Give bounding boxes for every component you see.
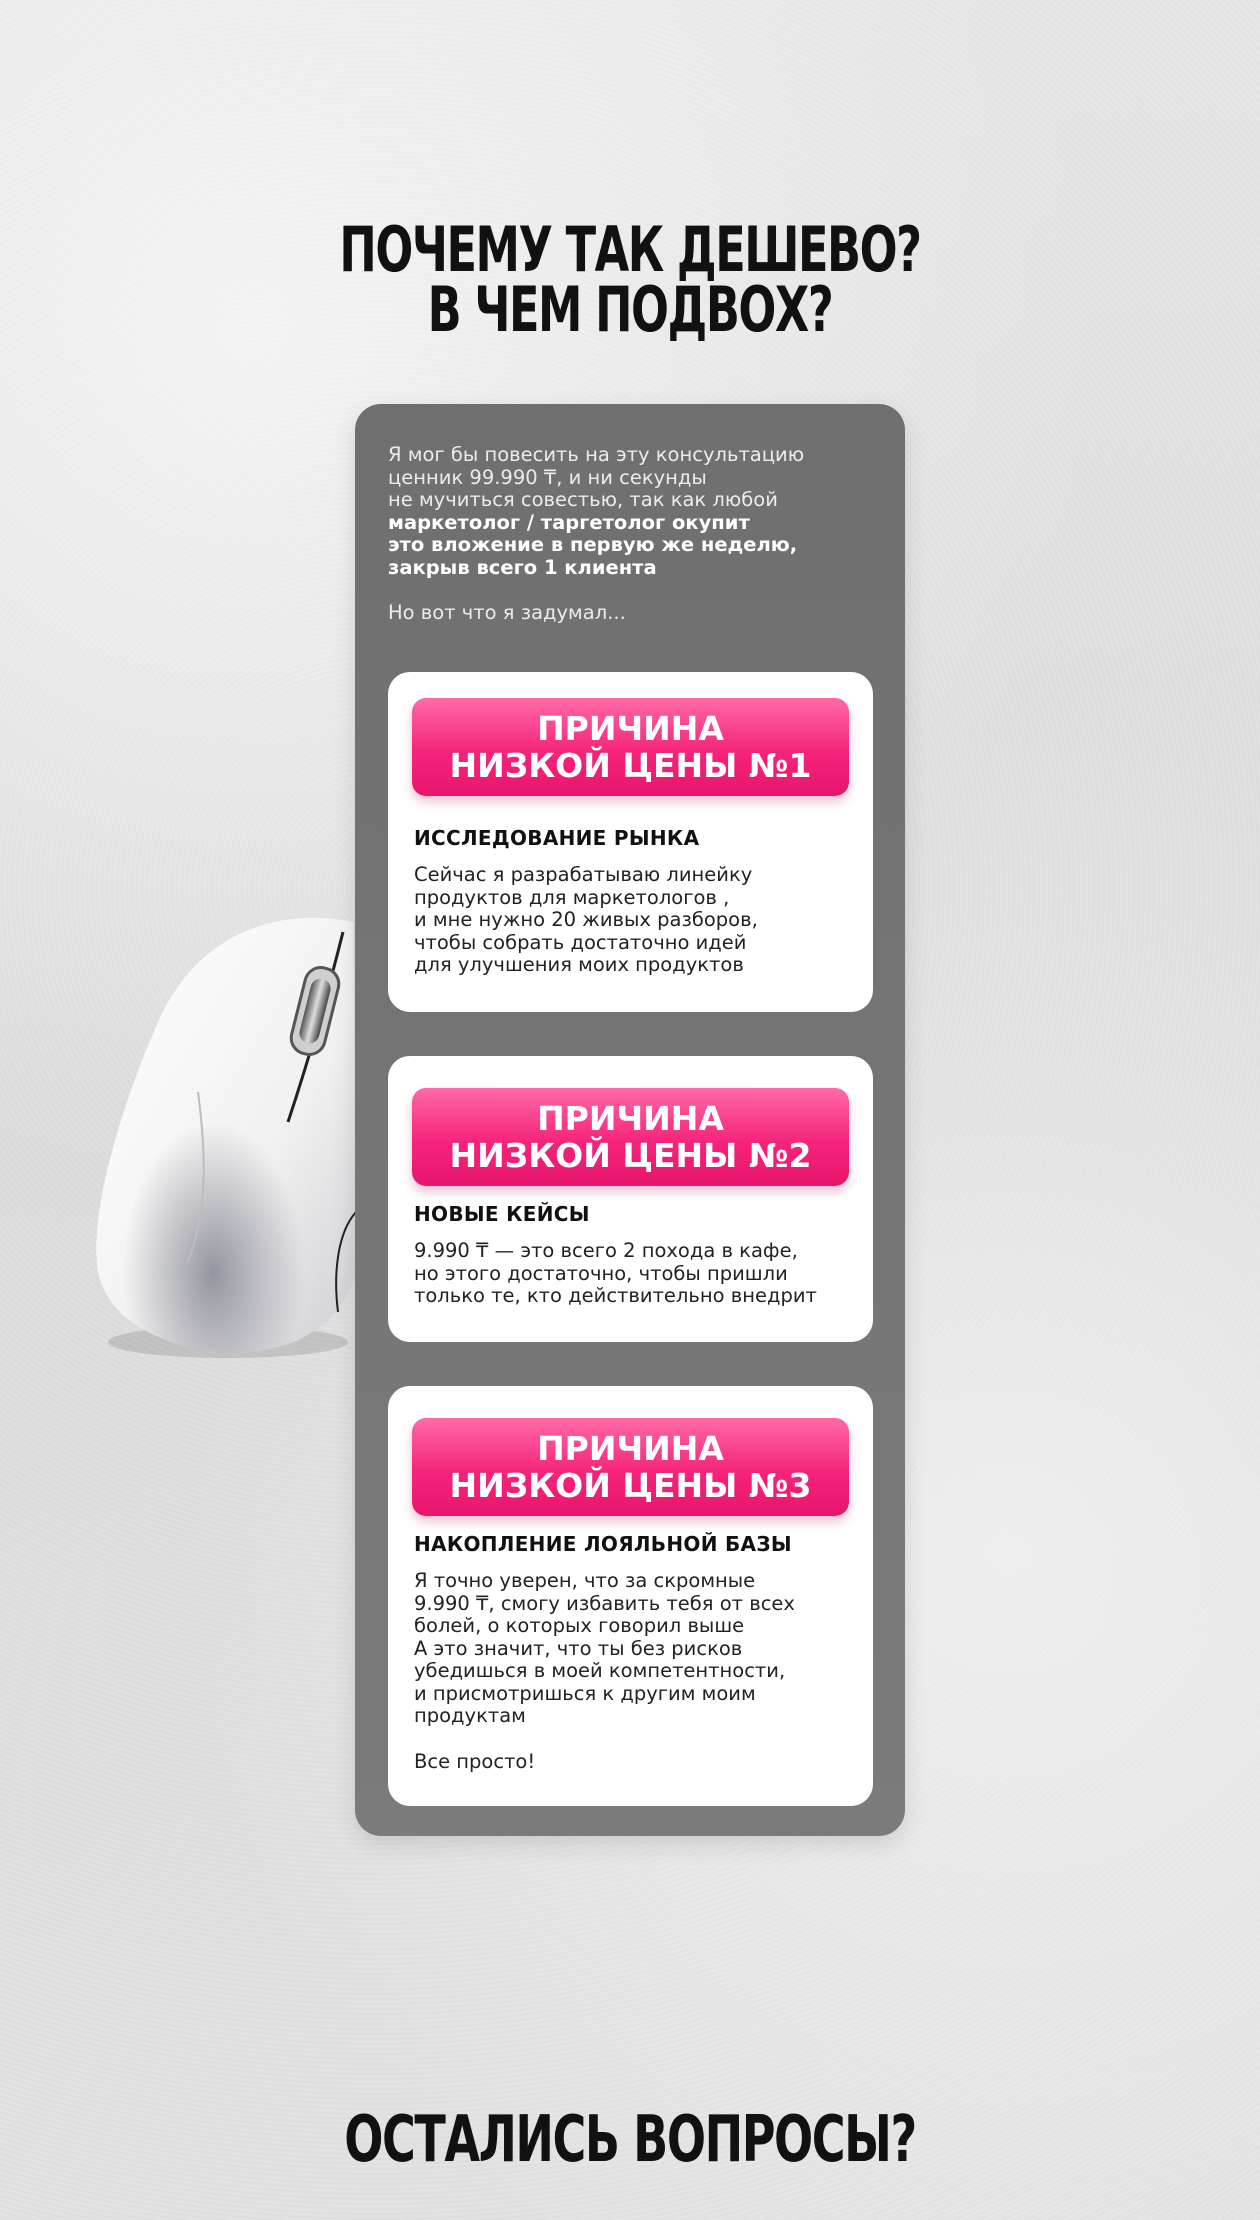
reason-card-3 [388, 1386, 873, 1806]
title-line-2: В ЧЕМ ПОДВОХ? [427, 273, 833, 346]
intro-text [388, 444, 878, 625]
title-line-1: ПОЧЕМУ ТАК ДЕШЕВО? [339, 213, 921, 286]
body-line: только те, кто действительно внедрит [414, 1284, 817, 1307]
reason-title: НОВЫЕ КЕЙСЫ [414, 1202, 590, 1226]
body-line: но этого достаточно, чтобы пришли [414, 1261, 788, 1285]
badge-line: НИЗКОЙ ЦЕНЫ №2 [449, 1136, 812, 1175]
reason-badge-3 [412, 1418, 849, 1516]
reason-card-2 [388, 1056, 873, 1342]
intro-bold-line: закрыв всего 1 клиента [388, 555, 657, 579]
reason-body [414, 1570, 847, 1773]
body-line: убедишься в моей компетентности, [414, 1659, 786, 1682]
reason-card-1 [388, 672, 873, 1012]
intro-bold-line: маркетолог / таргетолог окупит [388, 510, 750, 534]
body-line: болей, о которых говорил выше [414, 1614, 745, 1637]
intro-line: Я мог бы повесить на эту консультацию [388, 443, 805, 466]
badge-line: НИЗКОЙ ЦЕНЫ №3 [449, 1466, 812, 1505]
reason-badge-2 [412, 1088, 849, 1186]
body-line: продуктам [414, 1704, 526, 1727]
intro-after: Но вот что я задумал... [388, 601, 626, 624]
badge-line: ПРИЧИНА [537, 1429, 724, 1468]
body-line: для улучшения моих продуктов [414, 953, 744, 976]
badge-line: ПРИЧИНА [537, 1099, 724, 1138]
badge-line: ПРИЧИНА [537, 709, 724, 748]
intro-line: не мучиться совестью, так как любой [388, 488, 778, 511]
body-line: Сейчас я разрабатываю линейку [414, 863, 753, 886]
reason-body [414, 864, 847, 977]
footer-heading: ОСТАЛИСЬ ВОПРОСЫ? [344, 2103, 916, 2177]
reasons-panel [355, 404, 905, 1836]
reason-badge-1 [412, 698, 849, 796]
intro-bold-line: это вложение в первую же неделю, [388, 533, 798, 556]
body-line: и присмотришься к другим моим [414, 1681, 756, 1705]
body-line: 9.990 ₸, смогу избавить тебя от всех [414, 1591, 795, 1615]
body-after: Все просто! [414, 1749, 536, 1773]
intro-line: ценник 99.990 ₸, и ни секунды [388, 465, 707, 489]
body-line: 9.990 ₸ — это всего 2 похода в кафе, [414, 1239, 798, 1262]
body-line: и мне нужно 20 живых разборов, [414, 908, 758, 931]
reason-title: ИССЛЕДОВАНИЕ РЫНКА [414, 826, 700, 850]
body-line: Я точно уверен, что за скромные [414, 1569, 756, 1592]
body-line: А это значит, что ты без рисков [414, 1636, 743, 1660]
body-line: чтобы собрать достаточно идей [414, 930, 747, 954]
reason-body [414, 1240, 847, 1308]
page-title [176, 213, 1083, 346]
body-line: продуктов для маркетологов , [414, 885, 730, 909]
reason-title: НАКОПЛЕНИЕ ЛОЯЛЬНОЙ БАЗЫ [414, 1532, 792, 1556]
computer-mouse-icon [88, 912, 360, 1360]
badge-line: НИЗКОЙ ЦЕНЫ №1 [449, 746, 812, 785]
